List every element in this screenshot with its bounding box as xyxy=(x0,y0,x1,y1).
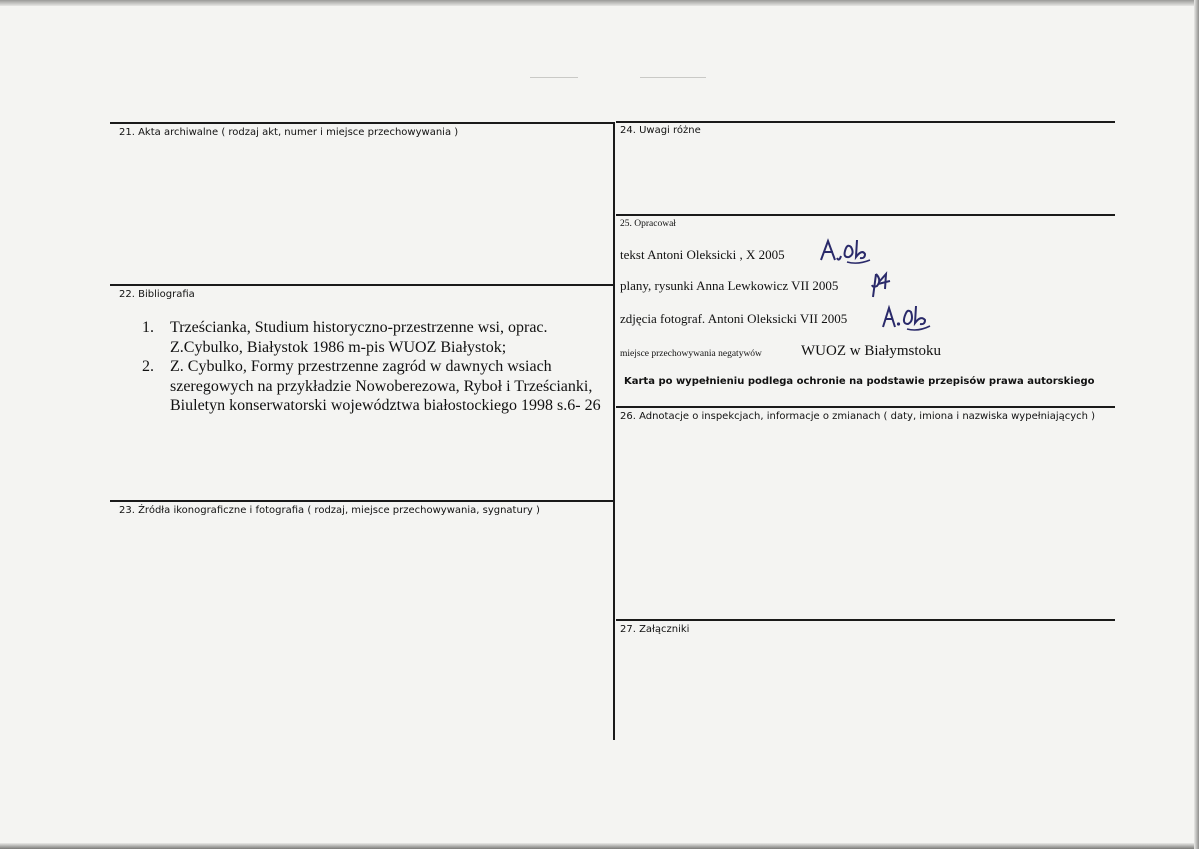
copyright-notice: Karta po wypełnieniu podlega ochronie na podstawie przepisów prawa autorskiego xyxy=(624,376,1095,387)
section-26-top-rule xyxy=(616,406,1115,408)
section-25-top-rule xyxy=(616,214,1115,216)
scan-edge-bottom xyxy=(0,843,1199,849)
bibliography-item xyxy=(142,318,612,357)
prepared-plans-line: plany, rysunki Anna Lewkowicz VII 2005 xyxy=(620,278,839,293)
section-21-top-rule xyxy=(110,122,614,124)
bibliography-item-number: 2. xyxy=(142,358,154,375)
center-divider xyxy=(613,122,615,740)
negatives-storage-label: miejsce przechowywania negatywów xyxy=(620,349,762,359)
section-27-label: 27. Załączniki xyxy=(620,624,690,635)
section-27-top-rule xyxy=(616,619,1115,621)
bibliography-item-text: Trześcianka, Studium historyczno-przestrzenne wsi, oprac. Z.Cybulko, Białystok 1986 m-pis WUOZ Białystok; xyxy=(170,319,548,356)
section-25-label: 25. Opracował xyxy=(620,219,676,229)
bibliography-item xyxy=(142,357,612,416)
section-24-label: 24. Uwagi różne xyxy=(620,125,701,136)
bibliography-item-number: 1. xyxy=(142,319,154,336)
scan-edge-right xyxy=(1194,0,1199,849)
bibliography-item-text: Z. Cybulko, Formy przestrzenne zagród w dawnych wsiach szeregowych na przykładzie Nowoberezowa, Ryboł i Trześcianki, Biuletyn konserwatorski województwa białostockiego 1998 s.6- 26 xyxy=(170,358,601,414)
bibliography-list xyxy=(142,318,612,416)
section-23-label: 23. Źródła ikonograficzne i fotografia ( rodzaj, miejsce przechowywania, sygnatury ) xyxy=(119,505,540,516)
section-21-label: 21. Akta archiwalne ( rodzaj akt, numer i miejsce przechowywania ) xyxy=(119,127,459,138)
handwritten-initials-signature xyxy=(869,270,895,300)
prepared-photos-line: zdjęcia fotograf. Antoni Oleksicki VII 2005 xyxy=(620,311,848,326)
section-24-top-rule xyxy=(616,121,1115,123)
section-22-top-rule xyxy=(110,284,614,286)
handwritten-initials-signature xyxy=(880,303,934,333)
section-26-label: 26. Adnotacje o inspekcjach, informacje o zmianach ( daty, imiona i nazwiska wypełniających ) xyxy=(620,411,1096,422)
negatives-storage-value: WUOZ w Białymstoku xyxy=(801,343,941,359)
handwritten-initials-signature xyxy=(818,236,876,266)
scan-edge-top xyxy=(0,0,1199,6)
prepared-text-line: tekst Antoni Oleksicki , X 2005 xyxy=(620,247,785,262)
faint-bleed-mark xyxy=(640,77,706,78)
section-22-label: 22. Bibliografia xyxy=(119,289,195,300)
faint-bleed-mark xyxy=(530,77,578,78)
section-23-top-rule xyxy=(110,500,614,502)
